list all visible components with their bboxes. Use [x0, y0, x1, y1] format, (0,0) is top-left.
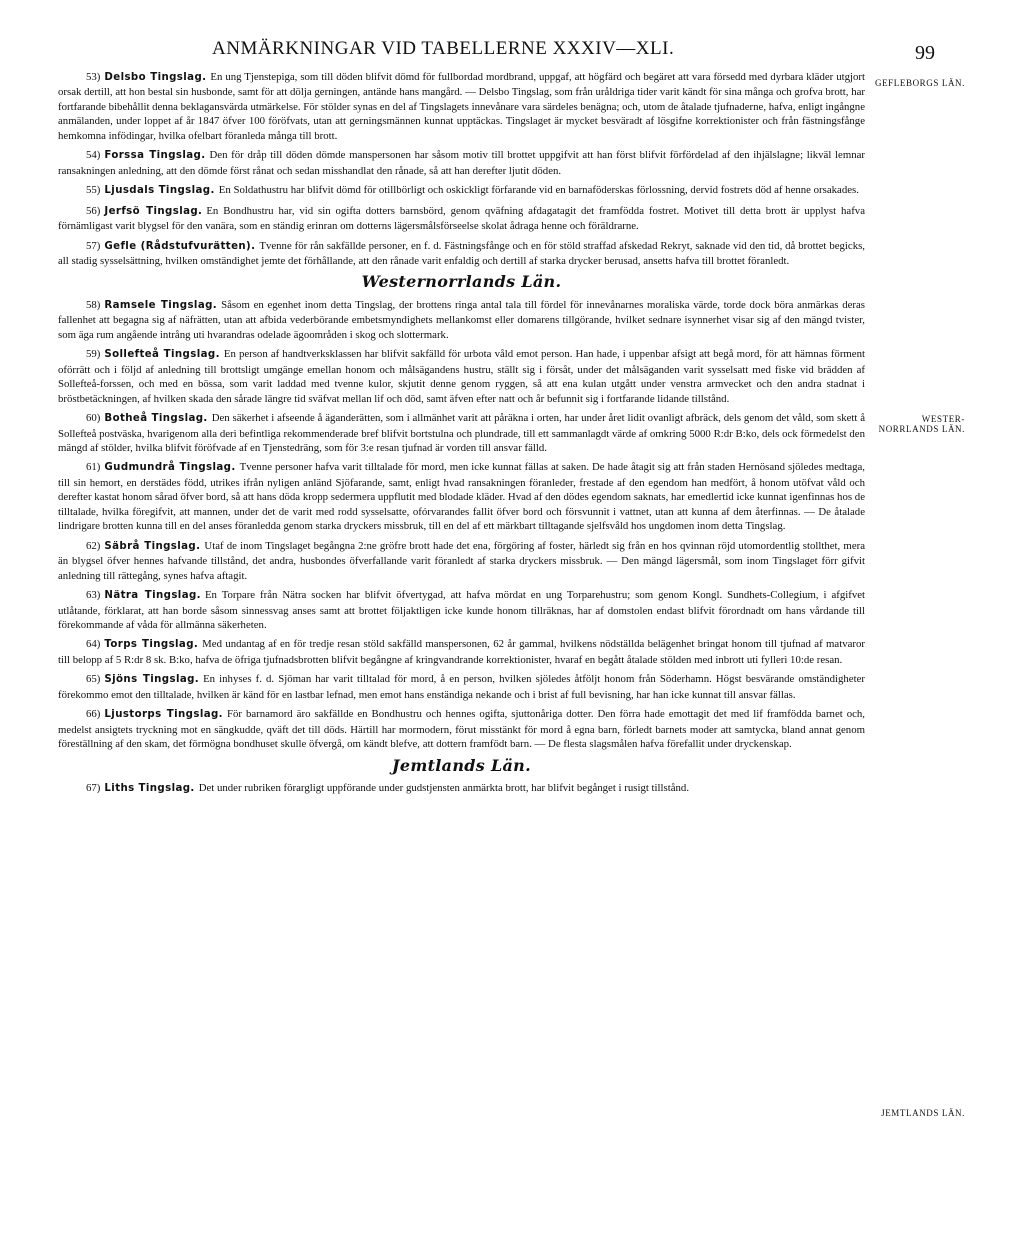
entry-place: Ljusdals Tingslag. [104, 185, 215, 197]
entry-text: Tvenne för rån sakfällde personer, en f. d. Fästningsfånge och en för stöld straffad afskedad Rekryt, saknade vid den tid, då brottet begicks, all stadig sysselsättning, hvilken omständighet jemte det förhållande, att den rånade varit enfaldig och dertill af starka drycker berusad, ansetts hafva till brottet föranledt. [58, 239, 865, 267]
entry-place: Jerfsö Tingslag. [104, 205, 203, 217]
entry-59 [58, 347, 865, 406]
entry-place: Gefle (Rådstufvurätten). [104, 240, 256, 252]
entry-number: 66) [86, 708, 101, 721]
entry-text: Utaf de inom Tingslaget begångna 2:ne gröfre brott hade det ena, förgöring af foster, härledt sig från en hos qvinnan röjd utomordentlig stollthet, mera än blygsel öfver hennes hafvande tillstånd, det andra, husbondes öfverfallande varit föranledt af starka dryckers missbruk. — Den mängd lägersmål, som inom Tingslaget förr gifvit anledning till rättegång, synes hafva aftagit. [58, 539, 865, 582]
entry-text: För barnamord äro sakfällde en Bondhustru och hennes ogifta, sjuttonåriga dotter. Den förra hade emottagit det med lif framfödda barnet och, medelst ansigtets tryckning mot en sängkudde, qväft det till döds. Härtill har mormodern, förut misstänkt för mord å egna barn, förledt barnets moder att samtycka, bland annat genom föreställning af den skam, det förmögna bondhuset skulle öfvergå, om kändt blefve, att dottern framfödt barn. — De flesta slagsmålen hafva förefallit under dryckenskap. [58, 708, 866, 751]
entry-place: Botheå Tingslag. [104, 413, 208, 425]
entry-text: En Bondhustru har, vid sin ogifta dotters barnsbörd, genom qväfning afdagatagit det framfödda fostret. Motivet till detta brott är upplyst hafva förnämligast varit blygsel för den vanära, som en ständig erinran om dotterns lägersmålsförseelse skolat ådraga henne och föräldrarne. [58, 204, 865, 233]
entry-number: 60) [86, 412, 101, 425]
entry-place: Säbrå Tingslag. [104, 540, 201, 552]
entry-text: Med undantag af en för tredje resan stöld sakfälld manspersonen, 62 år gammal, hvilkens nödställda belägenhet bringat honom till tjufnad af matvaror till belopp af 5 R:dr 8 sk. B:ko, hafva de öfriga tjufnadsbrotten blifvit begångne af kringvandrande korrektionister, hvaraf en begått åtalade stölden med inbrott uti fyllerì 10:de resan. [58, 638, 865, 666]
entry-place: Nätra Tingslag. [104, 590, 201, 602]
entry-64 [58, 637, 865, 667]
section-heading-jemtlands: Jemtlands Län. [392, 755, 531, 775]
entry-text: En inhyses f. d. Sjöman har varit tilltalad för mord, å en person, hvilken sjöledes åtföljt honom från Söderhamn. Högst besvärande omständigheter förekommo emot den tilltalade, hvilken är känd för en lastbar lefnad, men emot hans enständiga nekande och i brist af full bevisning, har han icke kunnat till ansvar fällas. [58, 673, 865, 701]
entry-number: 56) [86, 204, 101, 217]
entry-place: Sjöns Tingslag. [104, 674, 200, 686]
page-number: 99 [915, 42, 935, 64]
margin-note-jemtlands: JEMTLANDS LÄN. [881, 1108, 965, 1118]
entry-number: 62) [86, 539, 101, 552]
entry-number: 61) [86, 461, 101, 474]
entry-65 [58, 672, 865, 702]
entry-place: Gudmundrå Tingslag. [104, 462, 236, 474]
entry-text: Tvenne personer hafva varit tilltalade för mord, men icke kunnat fällas at saken. De hade åtagit sig att från staden Hernösand sjöledes medtaga, till sin hemort, en derstädes född, utrikes ifrån nyligen anländ Sjöfarande, samt, enligt hvad ransakningen föranleder, frestade af den egendom han medfört, å honom utöfvat våld och derefter kastat honom sårad öfver bord, så att hans döda kropp sedermera uppflutit med blodade kläder. Hvad af den dödes egendom saknats, har emedlertid icke kunnat igenfinnas hos de tilltalade, hvilka föregifvit, att mannen, under det de varit med rodd sysselsatte, ofórvarandes fallit öfver bord och försvunnit i vattnet, utan att kunna af dem återfinnas. — De åtalade lindrigare brotten kunna till en del anses föranledda genom starka dryckers missbruk, till en del af ett märkbart tilltagande sjelfsvåld hos ungdomen inom detta Tingslag. [58, 461, 865, 533]
entry-place: Delsbo Tingslag. [104, 72, 207, 83]
entry-number: 54) [86, 149, 101, 162]
entry-text: En person af handtverksklassen har blifvit sakfälld för urbota våld emot person. Han hade, i uppenbar afsigt att begå mord, för att hämnas förment oförrätt och i följd af anledning till brottsligt umgänge emellan honom och målsägandens hustru, ställt sig i försåt, under det målsäganden varit sysselsatt med fiske vid brädden af Sollefteå-forssen, och med en bössa, som varit laddad med tvenne kulor, skjutit denne genom ryggen, så att ena kulan utgått under venstra armvecket och den andra stadnat i bröstbetäckningen, af hvilken skada den sårade längre tid sväfvat mellan lif och död, samt äfven efter natt och år befunnit sig i fortfarande lidande tillstånd. [58, 348, 866, 405]
entry-text: Den för dråp till döden dömde manspersonen har såsom motiv till brottet uppgifvit att han först blifvit förfördelad af den ihjälslagne; likväl lemnar ransakningen anledning, att den dömde först rånat och sedan misshandlat den rånade, så att han derefter ljutit döden. [58, 149, 865, 177]
entry-60 [58, 411, 865, 455]
entry-56 [58, 204, 865, 234]
entry-number: 57) [86, 239, 101, 252]
entry-62 [58, 539, 865, 583]
entry-text: En Torpare från Nätra socken har blifvit öfvertygad, att hafva mördat en ung Torparehustru; som genom Kongl. Sundhets-Collegium, i afgifvet utlåtande, förklarat, att han borde såsom sinnessvag anses samt att brottet följaktligen icke kunde honom tillräknas, har af domstolen endast blifvit förordnadt om hans vårdande till förekommande af våda för allmänna säkerheten. [58, 589, 866, 631]
entry-number: 59) [86, 348, 101, 361]
margin-note-gefleborgs: GEFLEBORGS LÄN. [874, 78, 965, 88]
margin-note-westernorrlands: WESTER-NORRLANDS LÄN. [878, 414, 965, 434]
text-column [58, 70, 865, 801]
entry-text: En ung Tjenstepiga, som till döden blifvit dömd för fullbordad mordbrand, uppgaf, att högfärd och begäret att vara försedd med dyrbara kläder utgjort orsak dertill, att hon bestal sin husbonde, samt för att dölja gerningen, antände hans mangård. — Delsbo Tingslag, som från uråldriga tider varit kändt för sina många och grofva brott, har fortfarande bibehållit denna beklagansvärda utmärkelse. För stölder synas en del af Tingslagets innevånare vara särdeles benägna; och, utom de åtalade tjufnaderne, hafva, enligt ingångne anmälanden, under loppet af år 1847 öfver 100 föröfvats, utan att gerningsmännen kunnat upptäckas. Tingslaget är mycket besväradt af lösgifne korrektionister och från fästningsfånge hemkomna infödingar, hvilka ofelbart föranleda många till brott. [58, 71, 865, 142]
section-heading-westernorrlands: Westernorrlands Län. [361, 272, 562, 292]
entry-number: 64) [86, 638, 101, 651]
entry-57 [58, 239, 865, 269]
entry-54 [58, 148, 865, 178]
entry-58 [58, 298, 865, 342]
entry-place: Ramsele Tingslag. [104, 299, 218, 311]
entry-number: 65) [86, 673, 101, 686]
entry-67 [58, 781, 865, 796]
entry-place: Liths Tingslag. [104, 783, 195, 795]
entry-number: 58) [86, 298, 101, 311]
entry-55 [58, 183, 865, 198]
entry-place: Torps Tingslag. [104, 639, 199, 651]
entry-place: Forssa Tingslag. [104, 150, 206, 162]
entry-text: Såsom en egenhet inom detta Tingslag, der brottens ringa antal tala till fördel för innevånarnes moraliska värde, torde dock böra anmärkas deras fallenhet att begagna sig af näfrätten, utan att afbida vederbörande embetsmyndighets mellankomst eller domarens tillgörande, hvilket sednare isynnerhet visar sig af den mängd tvister, som äga rum angående intrång uti hvarandras odelade ägoområden i skog och slottermark. [58, 298, 866, 341]
entry-61 [58, 460, 865, 533]
entry-text: Det under rubriken förargligt uppförande under gudstjensten anmärkta brott, har blifvit begånget i rusigt tillstånd. [198, 782, 690, 795]
entry-number: 53) [86, 71, 101, 83]
entry-number: 67) [86, 782, 101, 795]
entry-number: 63) [86, 589, 101, 602]
entry-place: Sollefteå Tingslag. [104, 349, 220, 361]
entry-53 [58, 70, 865, 143]
entry-text: En Soldathustru har blifvit dömd för otillbörligt och oskickligt förfarande vid en barnaföderskas förlossning, dervid fostrets död af henne orsakades. [218, 184, 859, 197]
running-head: ANMÄRKNINGAR VID TABELLERNE XXXIV—XLI. [212, 38, 675, 59]
entry-place: Ljustorps Tingslag. [104, 709, 223, 721]
entry-number: 55) [86, 184, 101, 197]
entry-text: Den säkerhet i afseende å äganderätten, som i allmänhet varit att påräkna i orten, har under året lidit ovanligt afbräck, dels genom det våld, som skett å Sollefteå postväska, hvarigenom alla deri befintliga rekommenderade bref blifvit bortstulna och plundrade, till ett sammanlagdt värde af omkring 5000 R:dr B:ko, dels ock förmedelst den mängd af stölder, hvilka blifvit föröfvade af en Tjenstedräng, som för 3:e resan tjufnad är vorden till ansvar fälld. [58, 412, 865, 454]
entry-66 [58, 707, 865, 751]
entry-63 [58, 588, 865, 632]
